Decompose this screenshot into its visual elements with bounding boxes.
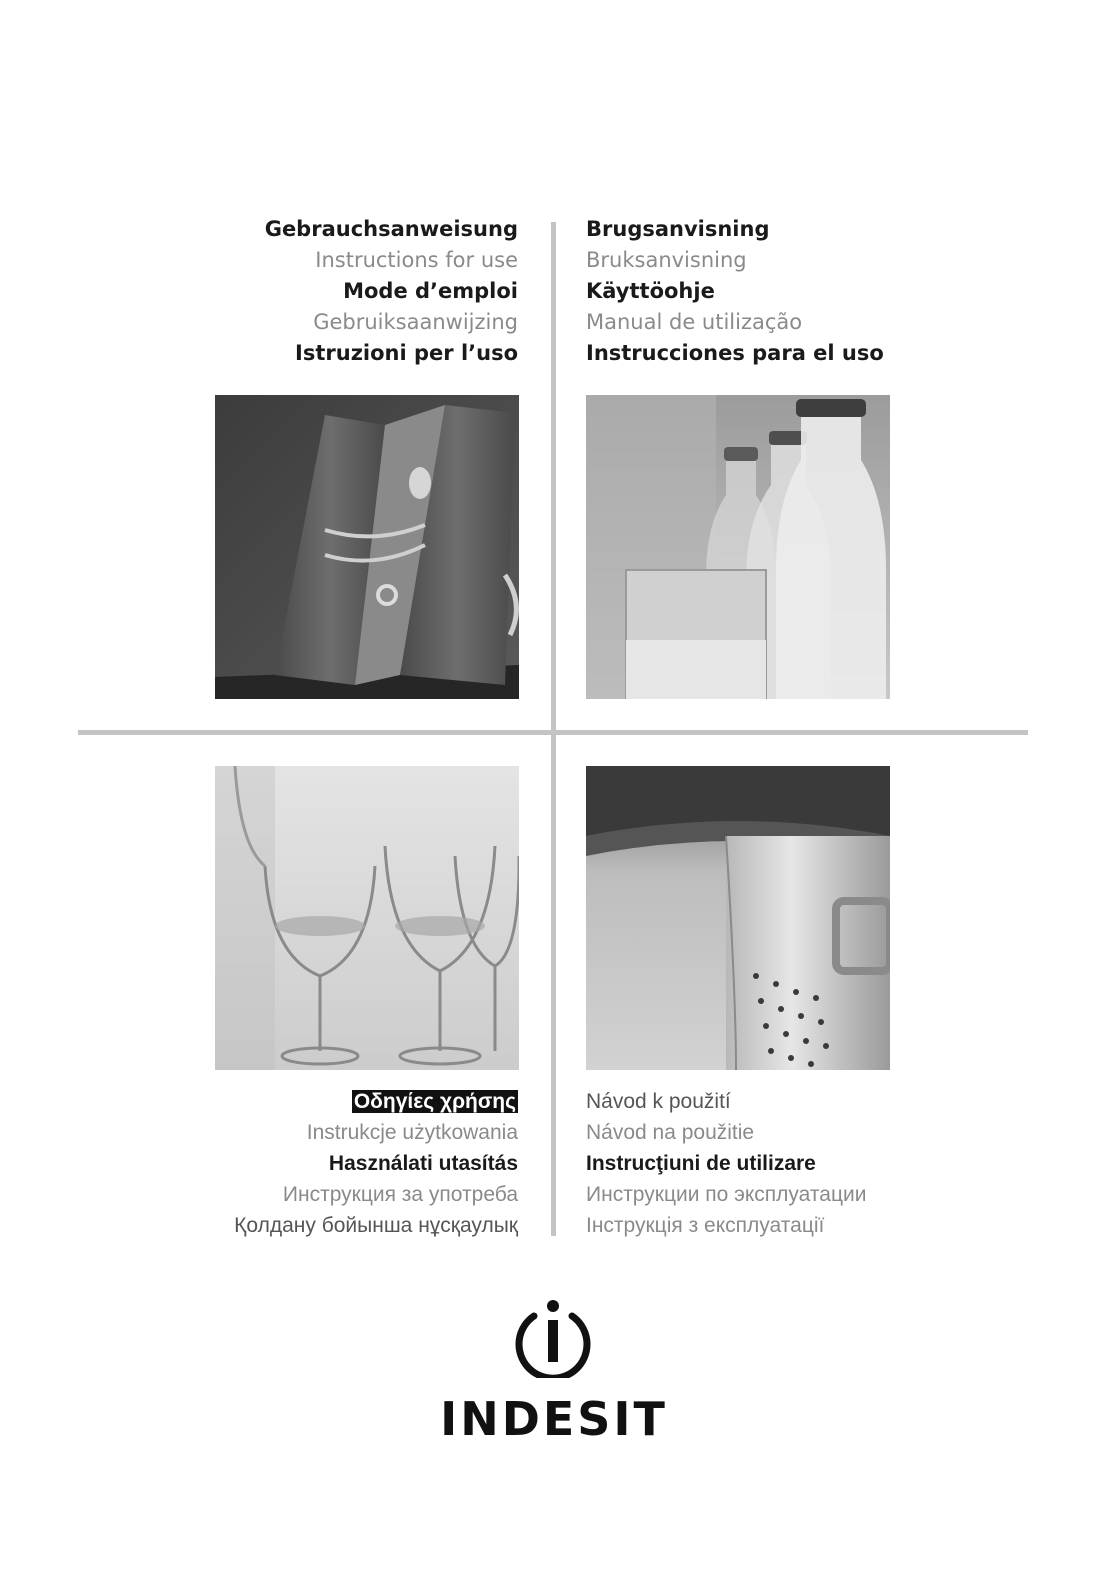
brand-logo-text: INDESIT	[440, 1392, 668, 1446]
title-line: Gebrauchsanweisung	[264, 217, 518, 241]
title-line: Қолдану бойынша нұсқаулық	[234, 1214, 518, 1237]
bottom-left-titles	[234, 1086, 518, 1241]
title-line: Gebruiksaanwijzing	[313, 310, 518, 334]
top-left-titles	[265, 214, 518, 369]
title-line: Használati utasítás	[328, 1152, 518, 1175]
title-line: Instrucciones para el uso	[586, 341, 884, 365]
title-line: Інструкція з експлуатації	[586, 1214, 825, 1237]
bottom-right-titles	[586, 1086, 866, 1241]
vertical-divider	[551, 222, 556, 1236]
title-line: Bruksanvisning	[586, 248, 747, 272]
title-line: Инструкция за употреба	[282, 1183, 518, 1206]
title-line: Brugsanvisning	[586, 217, 770, 241]
title-line: Οδηγίες χρήσης	[353, 1090, 516, 1113]
title-line: Návod na použitie	[586, 1121, 755, 1144]
title-line: Инструкции по эксплуатации	[586, 1183, 867, 1206]
title-line: Instrucţiuni de utilizare	[586, 1152, 816, 1175]
top-right-titles	[586, 214, 884, 369]
milk-bottles-photo	[586, 395, 890, 699]
title-line: Instrukcje użytkowania	[306, 1121, 518, 1144]
colander-photo	[586, 766, 890, 1070]
title-line: Manual de utilização	[586, 310, 803, 334]
wine-glasses-photo	[215, 766, 519, 1070]
title-line: Istruzioni per l’uso	[295, 341, 518, 365]
horizontal-divider	[78, 730, 1028, 735]
title-line: Mode d’emploi	[343, 279, 518, 303]
title-line: Návod k použití	[586, 1090, 731, 1113]
title-line: Instructions for use	[315, 248, 518, 272]
clothes-pegs-photo	[215, 395, 519, 699]
info-i-icon	[512, 1296, 594, 1378]
title-line: Käyttöohje	[586, 279, 715, 303]
